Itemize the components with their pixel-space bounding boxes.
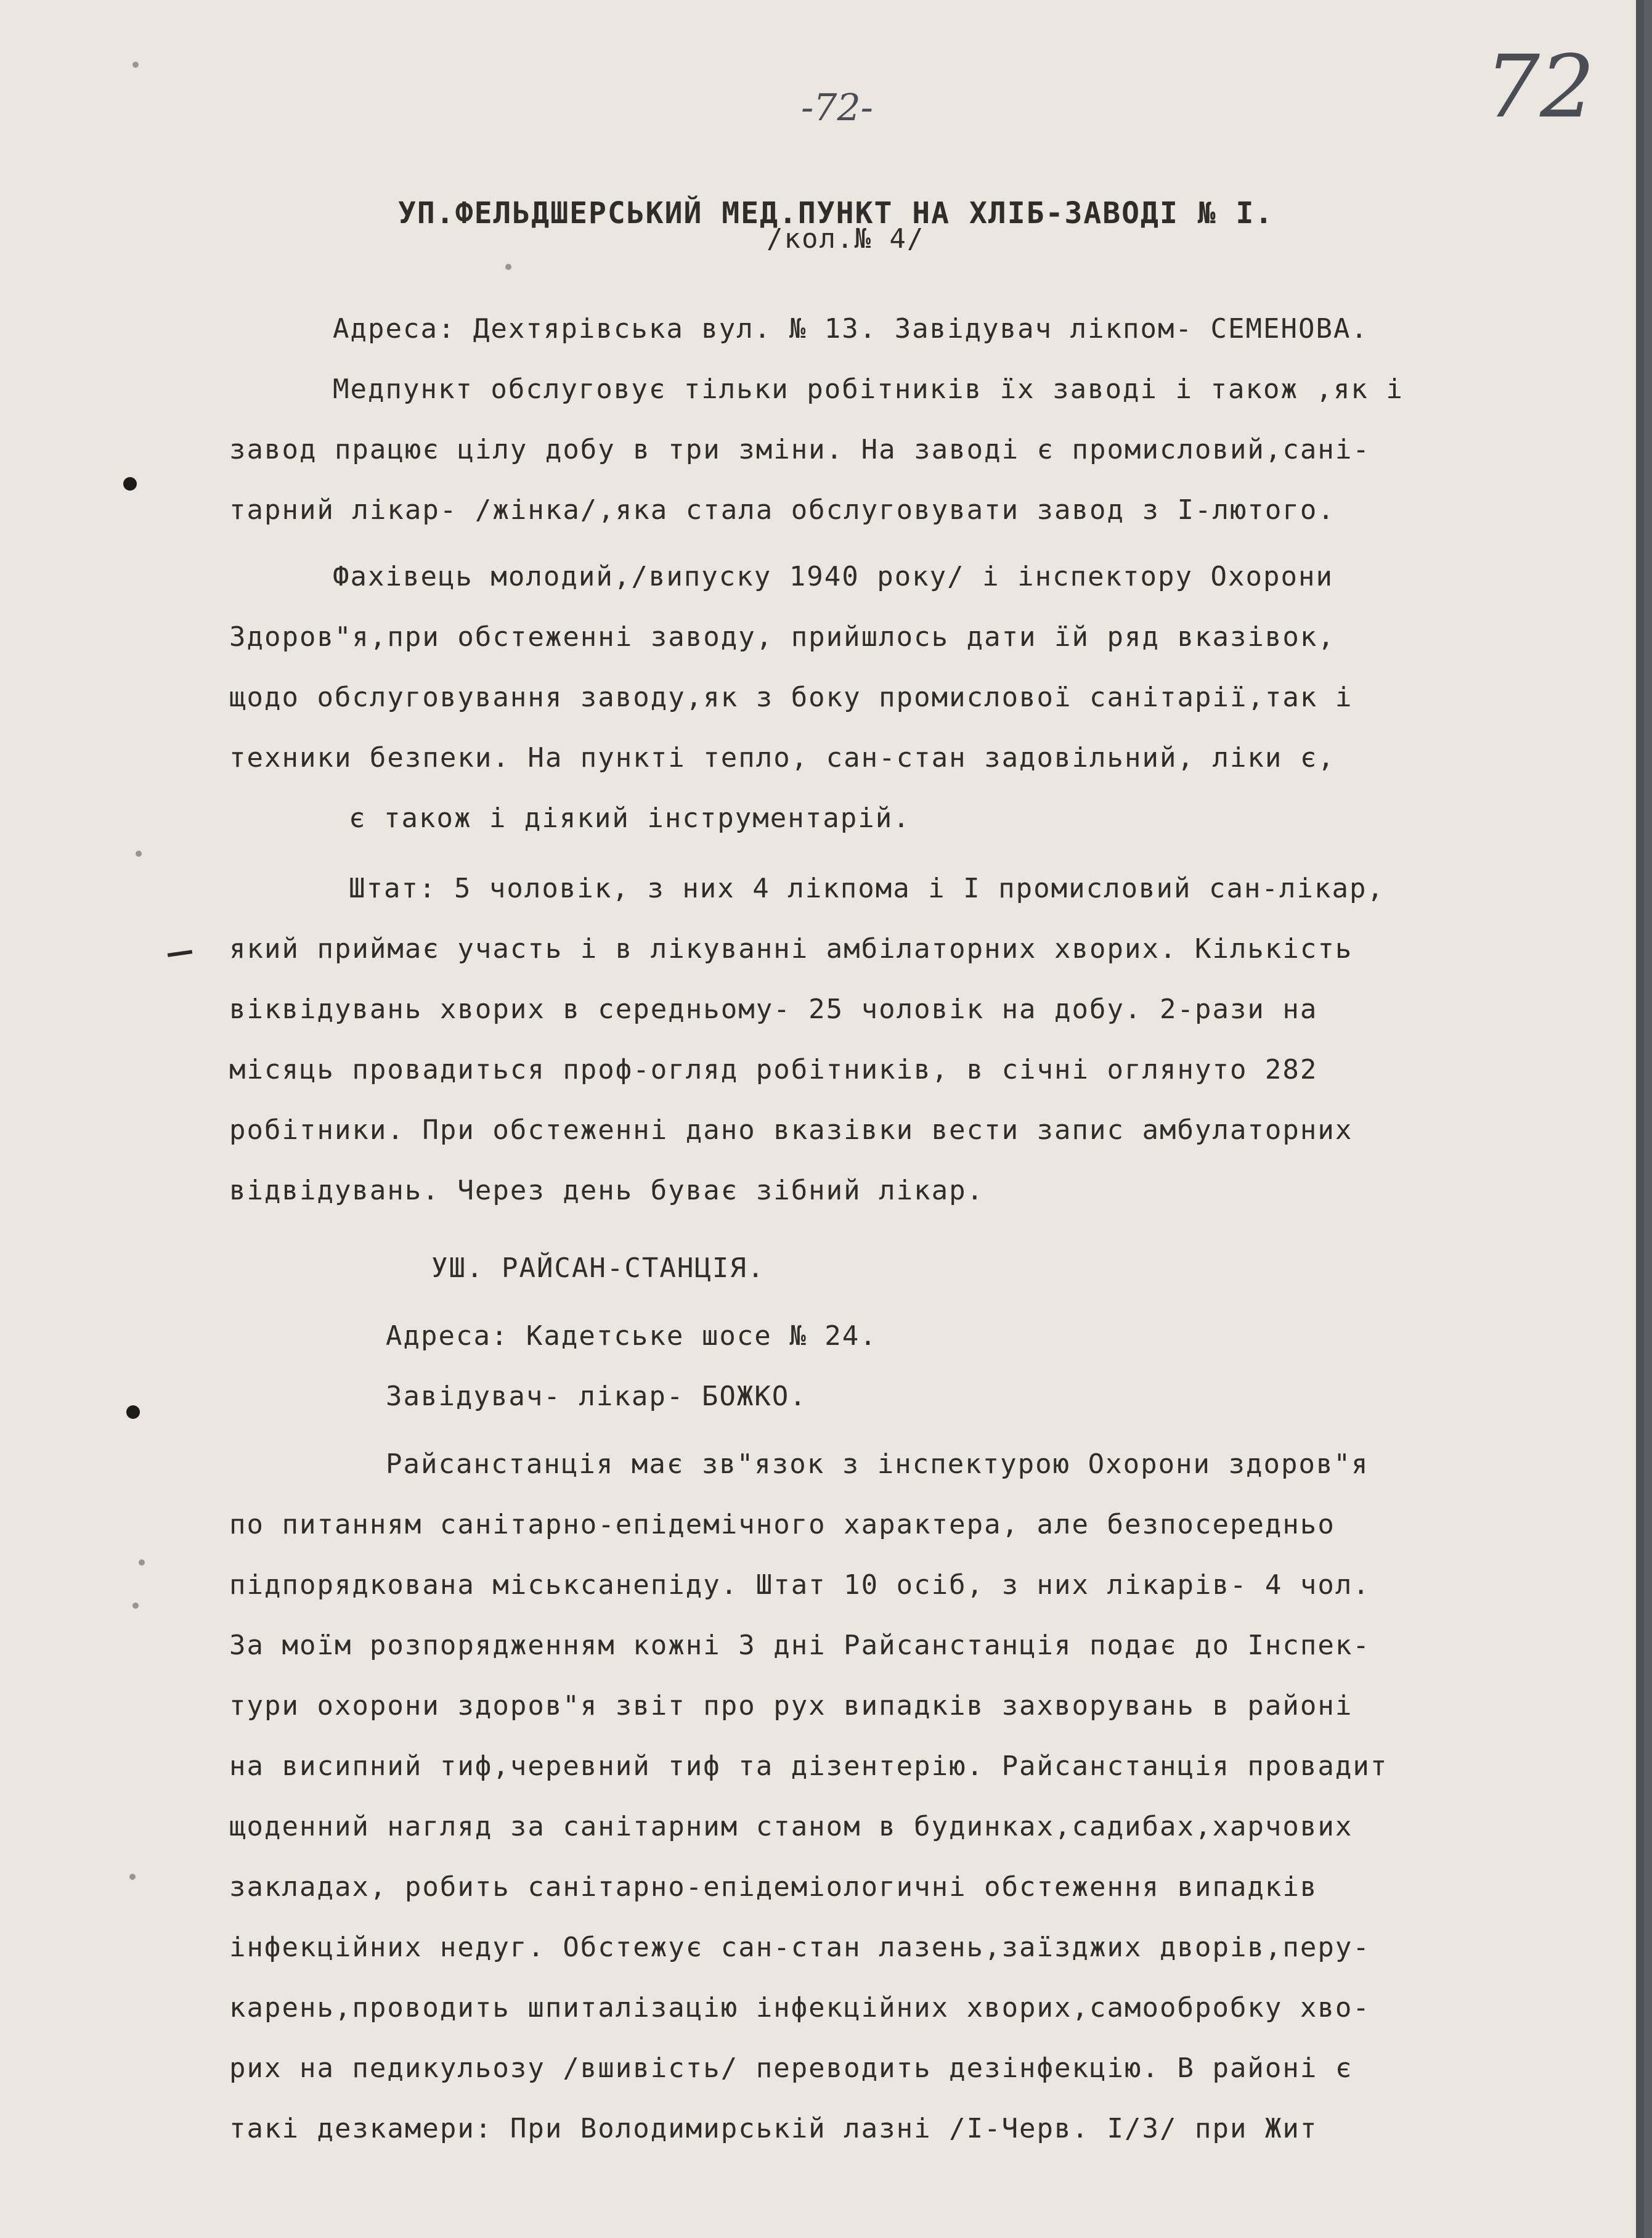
punch-hole	[123, 477, 137, 491]
text-line: Медпункт обслуговує тільки робітників їх заводі і також ,як і	[333, 374, 1404, 405]
text-line: закладах, робить санітарно-епідеміологичні обстеження випадків	[229, 1871, 1318, 1903]
text-line: робітники. При обстеженні дано вказівки вести запис амбулаторних	[229, 1114, 1353, 1146]
text-line: рих на педикульозу /вшивість/ переводить дезінфекцію. В районі є	[229, 2052, 1353, 2084]
text-line: віквідувань хворих в середньому- 25 чоловік на добу. 2-рази на	[229, 994, 1318, 1025]
text-line: карень,проводить шпиталізацію інфекційних хворих,самообробку хво-	[229, 1992, 1370, 2024]
text-line: техники безпеки. На пункті тепло, сан-стан задовільний, ліки є,	[229, 742, 1335, 774]
text-line: Райсанстанція має зв"язок з інспектурою Охорони здоров"я	[386, 1448, 1369, 1480]
text-line: інфекційних недуг. Обстежує сан-стан лазень,заїзджих дворів,перу-	[229, 1932, 1370, 1963]
speck	[139, 1559, 145, 1566]
text-line: За моїм розпорядженням кожні 3 дні Райсанстанція подає до Інспек-	[229, 1630, 1370, 1661]
punch-hole	[126, 1405, 140, 1419]
text-line: який приймає участь і в лікуванні амбілаторних хворих. Кількість	[229, 933, 1353, 965]
text-line: тури охорони здоров"я звіт про рух випадків захворувань в районі	[229, 1690, 1353, 1721]
section-heading: УШ. РАЙСАН-СТАНЦІЯ.	[431, 1252, 765, 1284]
title-line-1: УП.ФЕЛЬДШЕРСЬКИЙ МЕД.ПУНКТ НА ХЛІБ-ЗАВОДІ № І.	[398, 196, 1274, 231]
text-line: такі дезкамери: При Володимирській лазні /І-Черв. І/3/ при Жит	[229, 2113, 1318, 2144]
text-line: є також і діякий інструментарій.	[349, 802, 911, 834]
text-line: по питанням санітарно-епідемічного характера, але безпосередньо	[229, 1509, 1335, 1540]
speck	[132, 1603, 139, 1609]
title-line-2: /кол.№ 4/	[767, 223, 925, 255]
text-line: Адреса: Кадетське шосе № 24.	[386, 1320, 877, 1352]
scan-edge	[1636, 0, 1644, 2238]
ink-mark	[168, 950, 192, 957]
text-line: Адреса: Дехтярівська вул. № 13. Завідувач лікпом- СЕМЕНОВА.	[333, 313, 1369, 345]
text-line: щоденний нагляд за санітарним станом в будинках,садибах,харчових	[229, 1811, 1353, 1842]
folio-number-handwritten: 72	[1485, 37, 1595, 137]
text-line: тарний лікар- /жінка/,яка стала обслуговувати завод з І-лютого.	[229, 494, 1335, 526]
text-line: завод працює цілу добу в три зміни. На заводі є промисловий,сані-	[229, 434, 1370, 465]
text-line: Здоров"я,при обстеженні заводу, прийшлось дати їй ряд вказівок,	[229, 621, 1335, 653]
text-line: підпорядкована міськсанепіду. Штат 10 осіб, з них лікарів- 4 чол.	[229, 1569, 1370, 1601]
text-line: відвідувань. Через день буває зібний лікар.	[229, 1175, 985, 1206]
text-line: Штат: 5 чоловік, з них 4 лікпома і І промисловий сан-лікар,	[349, 873, 1385, 904]
page-number-handwritten: -72-	[801, 86, 873, 129]
speck	[136, 851, 142, 857]
speck	[505, 264, 511, 270]
text-line: Завідувач- лікар- БОЖКО.	[386, 1381, 807, 1412]
speck	[129, 1874, 136, 1880]
speck	[132, 62, 139, 68]
text-line: щодо обслуговування заводу,як з боку промислової санітарії,так і	[229, 682, 1353, 713]
text-line: місяць провадиться проф-огляд робітників, в січні оглянуто 282	[229, 1054, 1318, 1085]
text-line: на висипний тиф,черевний тиф та дізентерію. Райсанстанція провадит	[229, 1750, 1388, 1782]
text-line: Фахівець молодий,/випуску 1940 року/ і інспектору Охорони	[333, 561, 1333, 592]
